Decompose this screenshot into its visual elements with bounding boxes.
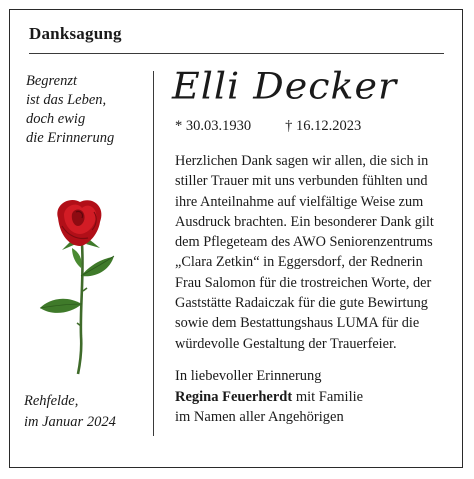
- message-line: dem Pflegeteam des AWO Seniorenzentrums: [175, 234, 433, 251]
- message-line: Ausdruck brachten. Ein besonderer Dank gilt: [175, 213, 434, 230]
- place-and-date: [24, 391, 116, 433]
- poem-line: Begrenzt: [26, 73, 78, 89]
- deceased-name: Elli Decker: [172, 65, 398, 107]
- life-dates: [175, 118, 395, 135]
- message-line: „Clara Zetkin“ in Eggersdorf, der Rednerin: [175, 254, 423, 271]
- signer-suffix: mit Familie: [292, 388, 364, 405]
- column-divider: [153, 71, 154, 436]
- red-rose-image: [34, 196, 124, 376]
- poem-line: ist das Leben,: [26, 92, 107, 108]
- poem-line: die Erinnerung: [26, 130, 115, 146]
- place-line: Rehfelde,: [24, 393, 79, 409]
- signer-line: [175, 387, 363, 408]
- closing-line: In liebevoller Erinnerung: [175, 368, 322, 384]
- message-line: ihre Anteilnahme auf vielfältige Weise zum: [175, 193, 424, 210]
- poem: [26, 72, 114, 148]
- message-line: Frau Salomon für die trostreichen Worte, der: [175, 274, 432, 291]
- message-line: würdevolle Gestaltung der Trauerfeier.: [175, 335, 397, 352]
- birth-date: * 30.03.1930: [175, 118, 252, 134]
- message-line: sowie dem Bestattungshaus LUMA für die: [175, 315, 420, 332]
- signer-name: Regina Feuerherdt: [175, 388, 293, 405]
- message-line: Gaststätte Radaiczak für die gute Bewirtung: [175, 295, 428, 312]
- date-line: im Januar 2024: [24, 414, 116, 430]
- message-line: Herzlichen Dank sagen wir allen, die sich in: [175, 153, 429, 169]
- poem-line: doch ewig: [26, 111, 86, 127]
- message-line: stiller Trauer mit uns verbunden fühlten und: [175, 173, 428, 190]
- thank-you-message: [175, 151, 455, 354]
- closing-signature: [175, 366, 363, 428]
- heading-divider: [29, 53, 444, 54]
- closing-line: im Namen aller Angehörigen: [175, 409, 344, 425]
- notice-heading: Danksagung: [29, 24, 122, 43]
- death-date: † 16.12.2023: [285, 118, 362, 134]
